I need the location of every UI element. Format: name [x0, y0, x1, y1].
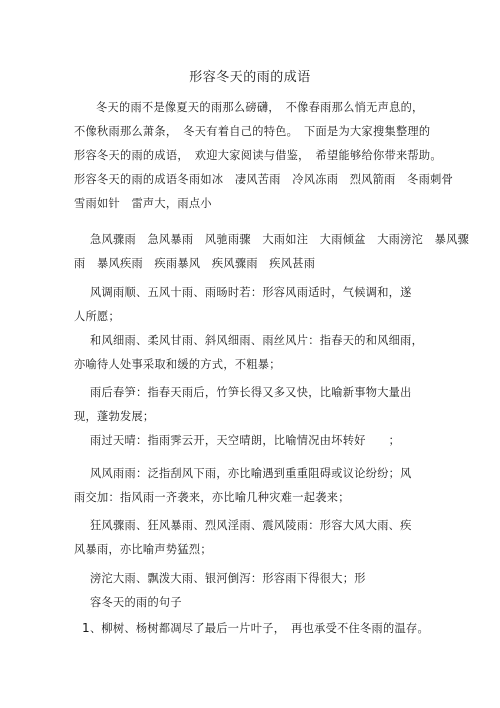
- intro-paragraph: [74, 96, 454, 216]
- idiom-line: 亦喻待人处事采取和缓的方式，不粗暴；: [74, 358, 281, 371]
- idiom-entry: [74, 567, 430, 615]
- idiom-line: 人所愿；: [74, 310, 120, 323]
- idiom-entry: [74, 329, 430, 377]
- intro-line: 雪雨如针 雷声大，雨点小: [74, 197, 212, 210]
- idiom-line: 雨过天晴：指雨霁云开，天空晴朗，比喻情况由坏转好 ；: [90, 434, 401, 447]
- idiom-line: 容冬天的雨的句子: [90, 596, 182, 609]
- idiom-list-paragraph: [74, 228, 470, 276]
- intro-line: 形容冬天的雨的成语， 欢迎大家阅读与借鉴， 希望能够给你带来帮助。: [74, 149, 442, 162]
- idiom-line: 现，蓬勃发展；: [74, 410, 155, 423]
- idiom-entry: [74, 429, 430, 453]
- idiom-entry: [74, 381, 430, 429]
- idiom-line: 和风细雨、柔风甘雨、斜风细雨、雨丝风片：指春天的和风细雨，: [90, 334, 424, 347]
- intro-line: 形容冬天的雨的成语冬雨如冰 凄风苦雨 冷风冻雨 烈风箭雨 冬雨刺骨: [74, 173, 454, 186]
- idiom-entry: [74, 462, 430, 510]
- idiom-line: 风风雨雨：泛指刮风下雨，亦比喻遇到重重阻碍或议论纷纷；风: [90, 467, 412, 480]
- idiom-line: 雨后春笋：指春天雨后，竹笋长得又多又快，比喻新事物大量出: [90, 386, 412, 399]
- idiom-line: 风调雨顺、五风十雨、雨旸时若：形容风雨适时，气候调和，遂: [90, 286, 412, 299]
- idiom-list-line: 雨 暴风疾雨 疾雨暴风 疾风骤雨 疾风甚雨: [74, 257, 316, 270]
- sentence-number: 1: [82, 621, 90, 635]
- sentence-entry: [82, 616, 438, 641]
- idiom-entry: [74, 514, 430, 562]
- idiom-line: 狂风骤雨、狂风暴雨、烈风淫雨、震风陵雨：形容大风大雨、疾: [90, 519, 412, 532]
- idiom-list-line: 急风骤雨 急风暴雨 风驰雨骤 大雨如注 大雨倾盆 大雨滂沱 暴风骤: [90, 233, 470, 246]
- idiom-entry: [74, 281, 430, 329]
- document-title: 形容冬天的雨的成语: [189, 70, 311, 85]
- idiom-line: 风暴雨，亦比喻声势猛烈；: [74, 543, 212, 556]
- idiom-line: 滂沱大雨、飘泼大雨、银河倒泻：形容雨下得很大；形: [90, 572, 366, 585]
- idiom-line: 雨交加：指风雨一齐袭来，亦比喻几种灾难一起袭来；: [74, 491, 350, 504]
- intro-line: 冬天的雨不是像夏天的雨那么磅礴， 不像春雨那么悄无声息的，: [96, 101, 424, 114]
- intro-line: 不像秋雨那么萧条， 冬天有着自己的特色。 下面是为大家搜集整理的: [74, 125, 431, 138]
- sentence-text: 、柳树、杨树都凋尽了最后一片叶子， 再也承受不住冬雨的温存。: [89, 622, 429, 635]
